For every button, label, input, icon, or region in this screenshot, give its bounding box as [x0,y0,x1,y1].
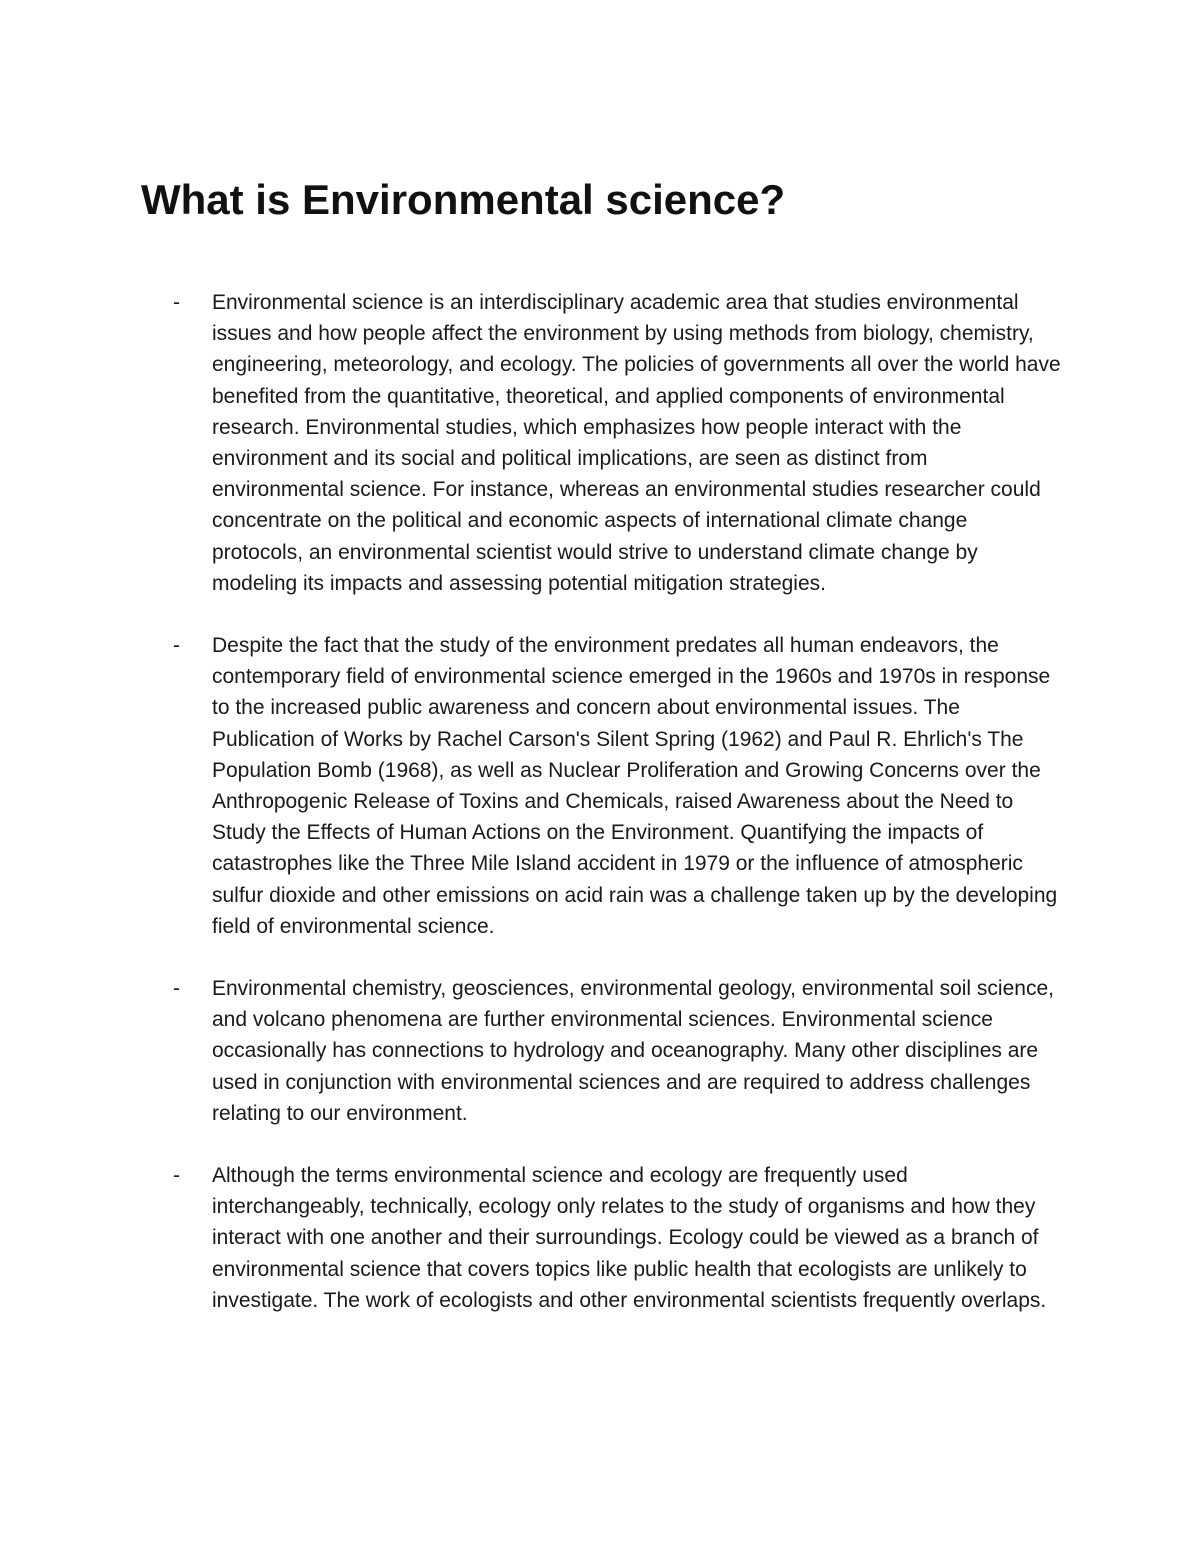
bullet-dash-icon: - [173,977,180,1001]
bullet-dash-icon: - [173,1164,180,1188]
paragraph-text: Environmental science is an interdisciplinary academic area that studies environmental issues and how people affect the environment by using methods from biology, chemistry, engineering, meteorology, and ecology. The policies of governments all over the world have benefited from the quantitative, theoretical, and applied components of environmental research. Environmental studies, which emphasizes how people interact with the environment and its social and political implications, are seen as distinct from environmental science. For instance, whereas an environmental studies researcher could concentrate on the political and economic aspects of international climate change protocols, an environmental scientist would strive to understand climate change by modeling its impacts and assessing potential mitigation strategies. [212,291,1061,595]
list-item [0,973,1064,1129]
bullet-dash-icon: - [173,634,180,658]
bullet-list [0,287,1200,1347]
list-item [0,630,1064,942]
list-item [0,287,1064,599]
paragraph-text: Environmental chemistry, geosciences, environmental geology, environmental soil science, and volcano phenomena are further environmental sciences. Environmental science occasionally has connections to hydrology and oceanography. Many other disciplines are used in conjunction with environmental sciences and are required to address challenges relating to our environment. [212,977,1054,1125]
bullet-dash-icon: - [173,291,180,314]
paragraph-text: Although the terms environmental science and ecology are frequently used interchangeably, technically, ecology only relates to the study of organisms and how they interact with one another and their surroundings. Ecology could be viewed as a branch of environmental science that covers topics like public health that ecologists are unlikely to investigate. The work of ecologists and other environmental scientists frequently overlaps. [212,1164,1047,1312]
paragraph-text: Despite the fact that the study of the environment predates all human endeavors, the contemporary field of environmental science emerged in the 1960s and 1970s in response to the increased public awareness and concern about environmental issues. The Publication of Works by Rachel Carson's Silent Spring (1962) and Paul R. Ehrlich's The Population Bomb (1968), as well as Nuclear Proliferation and Growing Concerns over the Anthropogenic Release of Toxins and Chemicals, raised Awareness about the Need to Study the Effects of Human Actions on the Environment. Quantifying the impacts of catastrophes like the Three Mile Island accident in 1979 or the influence of atmospheric sulfur dioxide and other emissions on acid rain was a challenge taken up by the developing field of environmental science. [212,634,1058,938]
list-item [0,1160,1064,1316]
page-title: What is Environmental science? [141,176,786,223]
